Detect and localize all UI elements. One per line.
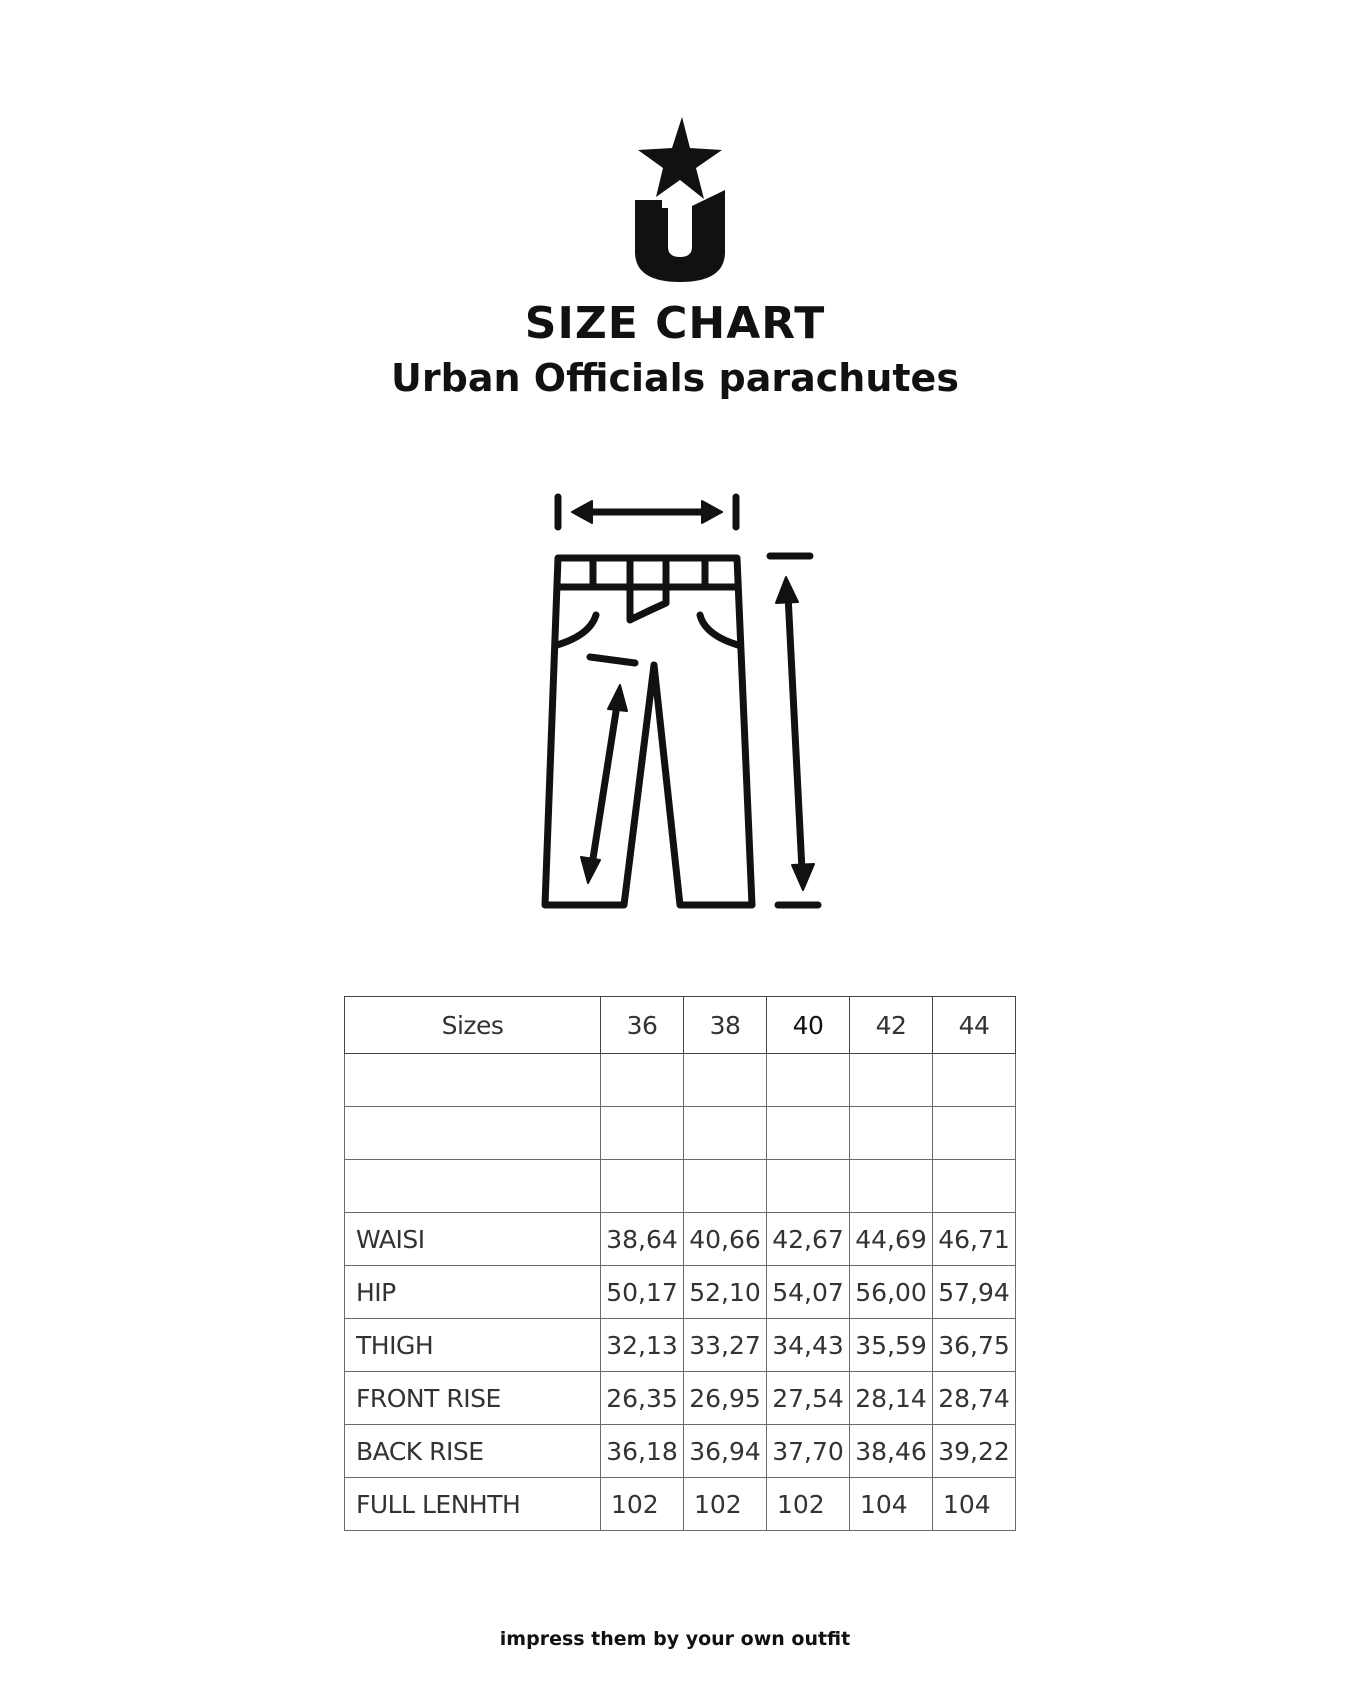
- table-cell: [601, 1160, 684, 1213]
- length-arrow-icon: [770, 556, 818, 905]
- table-row: [345, 1425, 1016, 1478]
- logo-u-shape: [635, 190, 725, 282]
- page-title: SIZE CHART: [524, 298, 826, 349]
- table-cell: [850, 1107, 933, 1160]
- table-row-blank: [345, 1160, 1016, 1213]
- table-cell: [345, 1054, 601, 1107]
- table-cell: [767, 1054, 850, 1107]
- table-cell: 54,07: [767, 1266, 850, 1319]
- table-cell: 42,67: [767, 1213, 850, 1266]
- table-cell: 37,70: [767, 1425, 850, 1478]
- pants-outline-icon: [545, 558, 752, 905]
- table-row: [345, 1266, 1016, 1319]
- product-name: Urban Officials parachutes: [391, 356, 959, 400]
- table-cell: 33,27: [684, 1319, 767, 1372]
- table-row: [345, 1372, 1016, 1425]
- table-cell: [345, 1160, 601, 1213]
- pants-measurement-icon: [530, 485, 840, 915]
- table-cell: 35,59: [850, 1319, 933, 1372]
- tagline: impress them by your own outfit: [499, 1628, 851, 1650]
- table-cell: [767, 1107, 850, 1160]
- size-header: 42: [850, 997, 933, 1054]
- row-label: HIP: [345, 1266, 601, 1319]
- table-cell: [767, 1160, 850, 1213]
- table-cell: [684, 1160, 767, 1213]
- table-row-blank: [345, 1054, 1016, 1107]
- table-cell: 50,17: [601, 1266, 684, 1319]
- table-cell: 56,00: [850, 1266, 933, 1319]
- size-header: 36: [601, 997, 684, 1054]
- row-label: THIGH: [345, 1319, 601, 1372]
- table-cell: 57,94: [933, 1266, 1016, 1319]
- table-cell: [684, 1054, 767, 1107]
- table-cell: 102: [684, 1478, 767, 1531]
- table-cell: [850, 1054, 933, 1107]
- table-cell: 34,43: [767, 1319, 850, 1372]
- waist-arrow-icon: [558, 497, 736, 527]
- table-cell: 32,13: [601, 1319, 684, 1372]
- table-row: [345, 1478, 1016, 1531]
- table-cell: 46,71: [933, 1213, 1016, 1266]
- row-label: FULL LENHTH: [345, 1478, 601, 1531]
- table-cell: 27,54: [767, 1372, 850, 1425]
- table-cell: [933, 1107, 1016, 1160]
- table-row-blank: [345, 1107, 1016, 1160]
- table-cell: 102: [767, 1478, 850, 1531]
- row-label: WAISI: [345, 1213, 601, 1266]
- table-cell: 36,18: [601, 1425, 684, 1478]
- table-cell: [684, 1107, 767, 1160]
- size-header: 38: [684, 997, 767, 1054]
- table-cell: 36,75: [933, 1319, 1016, 1372]
- table-row: [345, 1319, 1016, 1372]
- table-cell: 40,66: [684, 1213, 767, 1266]
- size-header-highlighted: 40: [767, 997, 850, 1054]
- table-cell: 28,74: [933, 1372, 1016, 1425]
- table-cell: 44,69: [850, 1213, 933, 1266]
- table-cell: [601, 1054, 684, 1107]
- row-label: FRONT RISE: [345, 1372, 601, 1425]
- table-cell: 26,95: [684, 1372, 767, 1425]
- table-row: [345, 1213, 1016, 1266]
- table-cell: [850, 1160, 933, 1213]
- logo-star-shape: [638, 117, 722, 199]
- table-cell: 38,64: [601, 1213, 684, 1266]
- inseam-arrow-icon: [581, 685, 627, 883]
- size-chart-table: [344, 996, 1016, 1531]
- table-cell: 26,35: [601, 1372, 684, 1425]
- table-cell: [345, 1107, 601, 1160]
- table-cell: [933, 1054, 1016, 1107]
- table-cell: 36,94: [684, 1425, 767, 1478]
- table-cell: 39,22: [933, 1425, 1016, 1478]
- size-header: 44: [933, 997, 1016, 1054]
- row-label: BACK RISE: [345, 1425, 601, 1478]
- table-cell: 38,46: [850, 1425, 933, 1478]
- sizes-header: Sizes: [345, 997, 601, 1054]
- table-cell: 28,14: [850, 1372, 933, 1425]
- table-cell: 104: [850, 1478, 933, 1531]
- table-header-row: [345, 997, 1016, 1054]
- table-cell: [933, 1160, 1016, 1213]
- star-u-logo-icon: [630, 112, 730, 282]
- table-cell: [601, 1107, 684, 1160]
- table-cell: 52,10: [684, 1266, 767, 1319]
- table-cell: 102: [601, 1478, 684, 1531]
- table-cell: 104: [933, 1478, 1016, 1531]
